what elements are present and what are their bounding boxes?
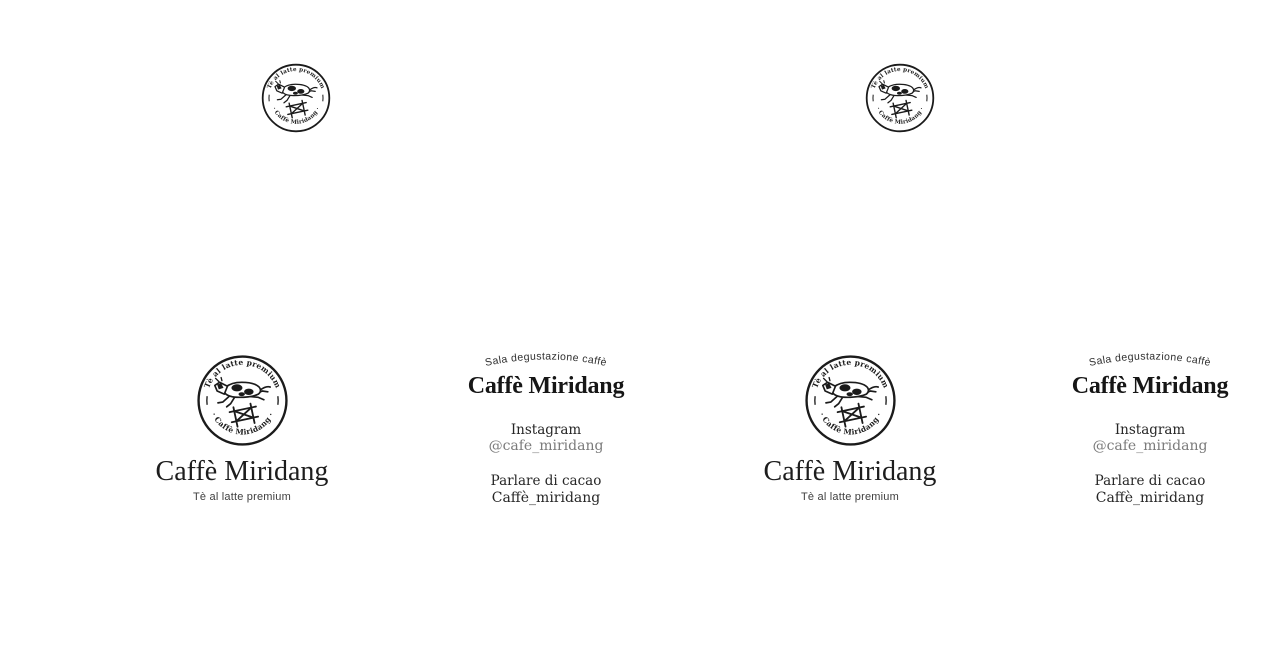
arc-tagline-text: Sala degustazione caffè xyxy=(1088,350,1212,369)
arc-tagline xyxy=(1065,348,1235,374)
brand-tagline: Tè al latte premium xyxy=(193,490,291,503)
instagram-label: Instagram xyxy=(510,421,582,438)
badge-bottom-arc-text: · Caffè Miridang · xyxy=(208,411,276,437)
badge-bottom-arc-text: · Caffè Miridang · xyxy=(874,106,926,126)
cow-over-fence-icon xyxy=(275,81,317,119)
text-logo-lockup-left xyxy=(446,348,646,507)
cow-badge-logo-large xyxy=(195,353,290,448)
instagram-handle: @cafe_miridang xyxy=(1092,438,1208,455)
arc-tagline xyxy=(461,348,631,374)
brand-tagline: Tè al latte premium xyxy=(801,490,899,503)
cow-badge-svg xyxy=(195,353,290,448)
badge-bottom-arc-text: · Caffè Miridang · xyxy=(270,106,322,126)
cacao-contact-block xyxy=(1095,473,1206,507)
cow-badge-svg xyxy=(864,62,936,134)
cow-badge-svg xyxy=(260,62,332,134)
badge-top-arc-text: Tè al latte premium xyxy=(870,66,930,90)
brand-title: Caffè Miridang xyxy=(155,456,329,487)
cow-badge-logo-small-right xyxy=(864,62,936,134)
cow-badge-logo-small-left xyxy=(260,62,332,134)
cow-badge-logo-large xyxy=(803,353,898,448)
brand-title: Caffè Miridang xyxy=(763,456,937,487)
text-logo-lockup-right xyxy=(1050,348,1250,507)
instagram-contact-block xyxy=(1093,422,1208,456)
brand-title-bold: Caffè Miridang xyxy=(467,373,625,399)
cacao-label: Parlare di cacao xyxy=(490,472,602,489)
badge-top-arc-text: Tè al latte premium xyxy=(266,66,326,90)
brand-title-bold: Caffè Miridang xyxy=(1071,373,1229,399)
cow-over-fence-icon xyxy=(879,81,921,119)
badge-bottom-arc-text: · Caffè Miridang · xyxy=(816,411,884,437)
instagram-handle: @cafe_miridang xyxy=(488,438,604,455)
cacao-handle: Caffè_miridang xyxy=(1095,489,1205,506)
arc-tagline-text: Sala degustazione caffè xyxy=(484,350,608,369)
cacao-contact-block xyxy=(491,473,602,507)
instagram-contact-block xyxy=(489,422,604,456)
badge-top-arc-text: Tè al latte premium xyxy=(201,357,283,390)
badge-top-arc-text: Tè al latte premium xyxy=(809,357,891,390)
instagram-label: Instagram xyxy=(1114,421,1186,438)
cacao-label: Parlare di cacao xyxy=(1094,472,1206,489)
primary-logo-lockup-right xyxy=(738,353,962,503)
cow-badge-svg xyxy=(803,353,898,448)
primary-logo-lockup-left xyxy=(130,353,354,503)
cacao-handle: Caffè_miridang xyxy=(491,489,601,506)
